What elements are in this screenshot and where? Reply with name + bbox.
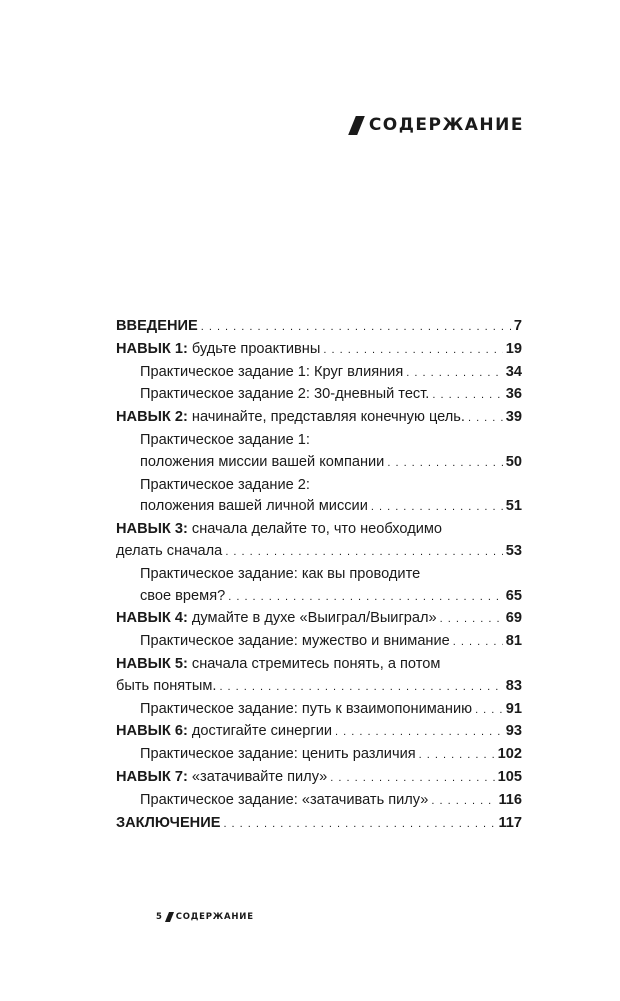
toc-entry-text: начинайте, представляя конечную цель.: [187, 409, 465, 426]
toc-entry-title: [140, 496, 368, 518]
dot-leader: [225, 541, 502, 564]
toc-entry-title: [140, 586, 225, 608]
table-of-contents: [116, 316, 522, 835]
toc-entry-title: [116, 407, 465, 429]
toc-page-number: 93: [505, 723, 522, 740]
toc-entry: [116, 452, 522, 475]
dot-leader: [219, 676, 502, 699]
toc-page-number: 7: [513, 318, 522, 334]
dot-leader: [371, 496, 503, 519]
dot-leader: [432, 384, 502, 407]
dot-leader: [406, 362, 503, 385]
toc-section-label: НАВЫК 2:: [116, 409, 188, 426]
toc-entry-text: положения вашей личной миссии: [140, 498, 368, 515]
dot-leader: [440, 608, 503, 631]
toc-entry: [116, 790, 522, 813]
toc-entry-title: [116, 654, 440, 676]
toc-entry-title: [116, 519, 442, 541]
toc-entry: [116, 362, 522, 385]
dot-leader: [387, 452, 502, 475]
dot-leader: [201, 316, 511, 339]
toc-entry-title: [140, 631, 450, 653]
toc-page-number: 34: [505, 363, 522, 380]
toc-entry-title: [116, 316, 198, 338]
toc-entry-text: Практическое задание: «затачивать пилу»: [140, 791, 429, 808]
toc-entry: [116, 496, 522, 519]
toc-entry: [116, 316, 522, 339]
toc-entry-text: думайте в духе «Выиграл/Выиграл»: [187, 610, 437, 627]
slash-icon: [348, 116, 365, 135]
toc-page-number: 105: [497, 768, 522, 785]
toc-entry-text: Практическое задание: как вы проводите: [140, 565, 421, 582]
dot-leader: [335, 721, 503, 744]
toc-entry: [116, 654, 522, 676]
toc-page-number: 19: [505, 340, 522, 357]
toc-entry: [116, 813, 522, 836]
toc-entry-text: положения миссии вашей компании: [140, 453, 385, 470]
toc-entry-title: [140, 790, 428, 812]
toc-page-number: 102: [497, 746, 522, 763]
dot-leader: [419, 744, 495, 767]
toc-entry-text: свое время?: [140, 587, 226, 604]
toc-entry: [116, 721, 522, 744]
page-footer: [156, 912, 254, 922]
toc-entry-text: Практическое задание 1:: [140, 431, 310, 448]
toc-page-number: 116: [498, 791, 522, 808]
toc-entry: [116, 339, 522, 362]
toc-section-label: ВВЕДЕНИЕ: [116, 318, 198, 334]
toc-page-number: 83: [505, 677, 522, 694]
toc-entry-text: Практическое задание 2:: [140, 476, 310, 493]
toc-entry: [116, 744, 522, 767]
toc-entry-text: Практическое задание: мужество и внимание: [140, 633, 450, 650]
toc-section-label: НАВЫК 1:: [116, 340, 188, 357]
toc-section-label: НАВЫК 4:: [116, 610, 188, 627]
toc-entry: [116, 407, 522, 430]
dot-leader: [468, 407, 503, 430]
toc-section-label: НАВЫК 5:: [116, 655, 188, 672]
toc-section-label: ЗАКЛЮЧЕНИЕ: [116, 814, 221, 831]
toc-section-label: НАВЫК 3:: [116, 521, 188, 538]
slash-icon: [165, 912, 174, 922]
dot-leader: [223, 813, 495, 836]
toc-entry-title: [116, 608, 437, 630]
toc-page-number: 65: [505, 587, 522, 604]
contents-heading: [352, 115, 524, 135]
dot-leader: [431, 790, 495, 813]
dot-leader: [453, 631, 503, 654]
page-number: 5: [156, 912, 163, 922]
toc-entry-title: [140, 744, 416, 766]
toc-entry-title: [116, 813, 220, 835]
toc-entry-title: [140, 475, 310, 497]
toc-entry-text: быть понятым.: [116, 677, 217, 694]
toc-page-number: 50: [505, 453, 522, 470]
dot-leader: [475, 699, 503, 722]
toc-entry: [116, 430, 522, 452]
toc-entry: [116, 767, 522, 790]
toc-entry: [116, 519, 522, 541]
toc-entry-text: Практическое задание: ценить различия: [140, 746, 416, 763]
toc-entry-text: Практическое задание 2: 30-дневный тест.: [140, 386, 430, 403]
toc-entry-text: сначала делайте то, что необходимо: [187, 521, 443, 538]
toc-entry-text: сначала стремитесь понять, а потом: [187, 655, 441, 672]
dot-leader: [323, 339, 502, 362]
toc-section-label: НАВЫК 6:: [116, 723, 188, 740]
dot-leader: [330, 767, 494, 790]
toc-entry: [116, 631, 522, 654]
toc-entry-title: [116, 721, 332, 743]
toc-entry-title: [140, 384, 429, 406]
toc-page-number: 69: [505, 610, 522, 627]
toc-entry-title: [140, 362, 403, 384]
toc-entry: [116, 541, 522, 564]
toc-entry: [116, 676, 522, 699]
toc-entry-text: достигайте синергии: [187, 723, 332, 740]
dot-leader: [228, 586, 503, 609]
footer-label: СОДЕРЖАНИЕ: [175, 912, 254, 922]
toc-entry-title: [140, 452, 384, 474]
toc-entry: [116, 384, 522, 407]
toc-entry-title: [140, 564, 420, 586]
toc-page-number: 53: [505, 542, 522, 559]
toc-section-label: НАВЫК 7:: [116, 768, 188, 785]
toc-entry-title: [140, 699, 472, 721]
toc-page-number: 36: [505, 386, 522, 403]
toc-entry: [116, 586, 522, 609]
toc-page-number: 81: [505, 633, 522, 650]
toc-page-number: 51: [505, 498, 522, 515]
toc-entry-text: делать сначала: [116, 542, 223, 559]
page-title: СОДЕРЖАНИЕ: [368, 115, 524, 135]
toc-entry-title: [116, 339, 320, 361]
toc-entry-text: будьте проактивны: [187, 340, 321, 357]
toc-entry-title: [140, 430, 310, 452]
toc-entry-text: Практическое задание: путь к взаимопониманию: [140, 700, 473, 717]
toc-entry: [116, 699, 522, 722]
toc-page-number: 117: [498, 814, 522, 831]
toc-entry-title: [116, 541, 222, 563]
toc-entry-text: «затачивайте пилу»: [187, 768, 328, 785]
toc-entry: [116, 475, 522, 497]
toc-entry-title: [116, 676, 216, 698]
toc-page-number: 91: [505, 700, 522, 717]
toc-entry-text: Практическое задание 1: Круг влияния: [140, 363, 404, 380]
toc-entry-title: [116, 767, 327, 789]
toc-entry: [116, 608, 522, 631]
toc-page-number: 39: [505, 409, 522, 426]
toc-entry: [116, 564, 522, 586]
